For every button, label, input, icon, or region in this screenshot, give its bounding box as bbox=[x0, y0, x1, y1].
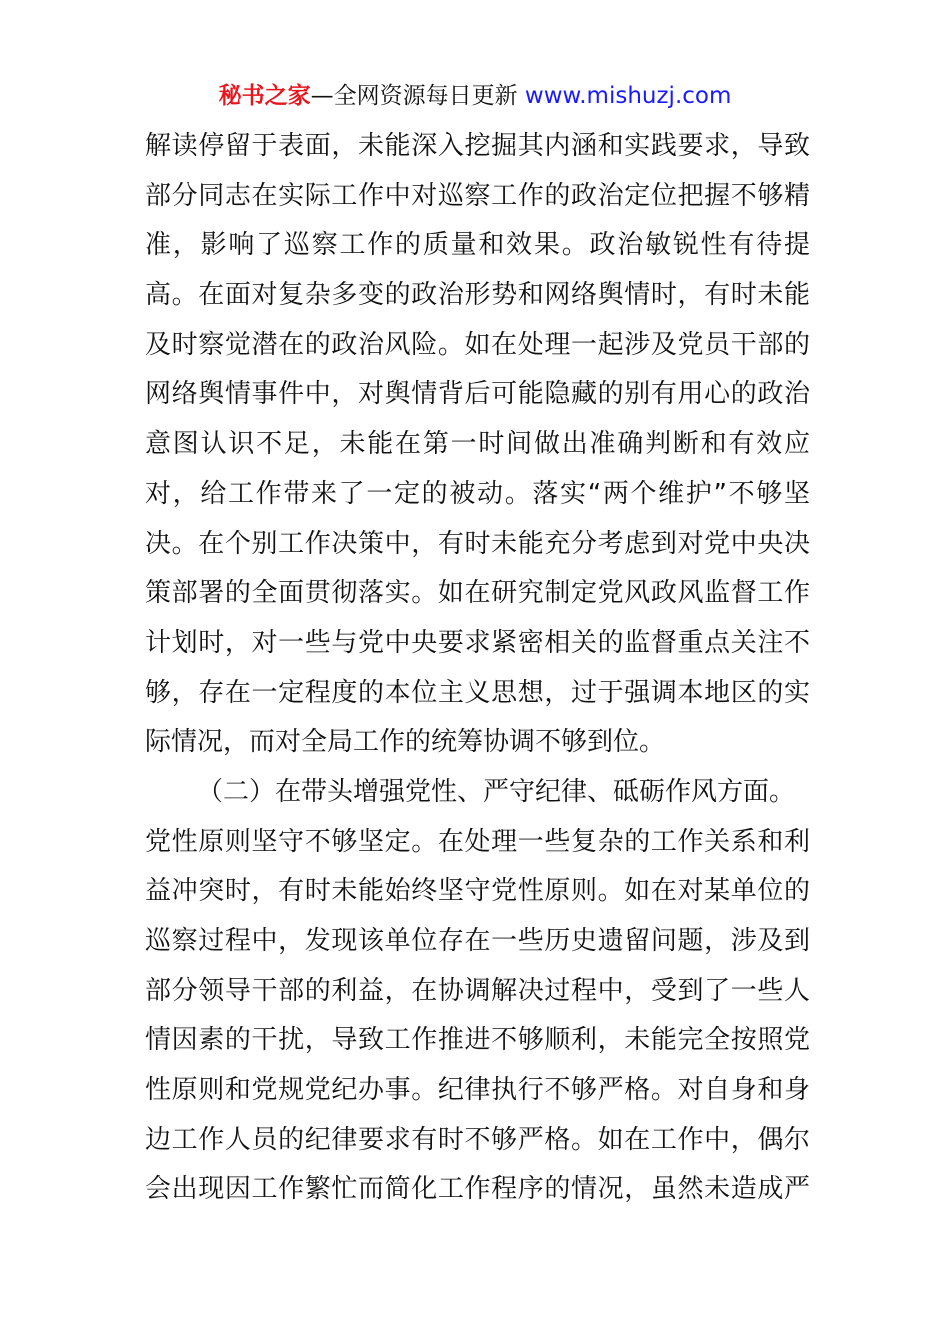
text-line: 及时察觉潜在的政治风险。如在处理一起涉及党员干部的 bbox=[145, 329, 810, 360]
text-line: 高。在面对复杂多变的政治形势和网络舆情时，有时未能 bbox=[145, 280, 810, 311]
text-line: 解读停留于表面，未能深入挖掘其内涵和实践要求，导致 bbox=[145, 131, 810, 161]
text-line: 策部署的全面贯彻落实。如在研究制定党风政风监督工作 bbox=[145, 578, 810, 609]
text-line: 部分领导干部的利益，在协调解决过程中，受到了一些人 bbox=[145, 975, 810, 1006]
text-line: 意图认识不足，未能在第一时间做出准确判断和有效应 bbox=[145, 429, 810, 460]
text-line: 部分同志在实际工作中对巡察工作的政治定位把握不够精 bbox=[145, 180, 810, 211]
text-line: 巡察过程中，发现该单位存在一些历史遗留问题，涉及到 bbox=[145, 926, 810, 956]
document-body bbox=[145, 122, 810, 1215]
text-line: 对，给工作带来了一定的被动。落实“两个维护”不够坚 bbox=[145, 478, 810, 509]
text-line: 党性原则坚守不够坚定。在处理一些复杂的工作关系和利 bbox=[145, 826, 810, 857]
text-line: 准，影响了巡察工作的质量和效果。政治敏锐性有待提 bbox=[145, 230, 810, 261]
brand-name: 秘书之家 bbox=[218, 83, 311, 109]
page-header bbox=[0, 78, 950, 114]
text-line: 会出现因工作繁忙而简化工作程序的情况，虽然未造成严 bbox=[145, 1174, 810, 1205]
text-line: 计划时，对一些与党中央要求紧密相关的监督重点关注不 bbox=[145, 627, 810, 658]
text-line: 益冲突时，有时未能始终坚守党性原则。如在对某单位的 bbox=[145, 876, 810, 907]
text-line: 情因素的干扰，导致工作推进不够顺利，未能完全按照党 bbox=[145, 1025, 810, 1056]
text-line: 边工作人员的纪律要求有时不够严格。如在工作中，偶尔 bbox=[145, 1124, 810, 1155]
header-tagline: —全网资源每日更新 bbox=[310, 83, 525, 109]
paragraph-end-line: 际情况，而对全局工作的统筹协调不够到位。 bbox=[145, 727, 666, 758]
text-line: 决。在个别工作决策中，有时未能充分考虑到对党中央决 bbox=[145, 528, 810, 559]
text-line: 性原则和党规党纪办事。纪律执行不够严格。对自身和身 bbox=[145, 1075, 810, 1106]
text-line: 网络舆情事件中，对舆情背后可能隐藏的别有用心的政治 bbox=[145, 379, 810, 410]
text-line: 够，存在一定程度的本位主义思想，过于强调本地区的实 bbox=[145, 677, 810, 708]
section-heading: （二）在带头增强党性、严守纪律、砥砺作风方面。 bbox=[197, 776, 796, 807]
site-url-link[interactable]: www.mishuzj.com bbox=[524, 83, 732, 109]
